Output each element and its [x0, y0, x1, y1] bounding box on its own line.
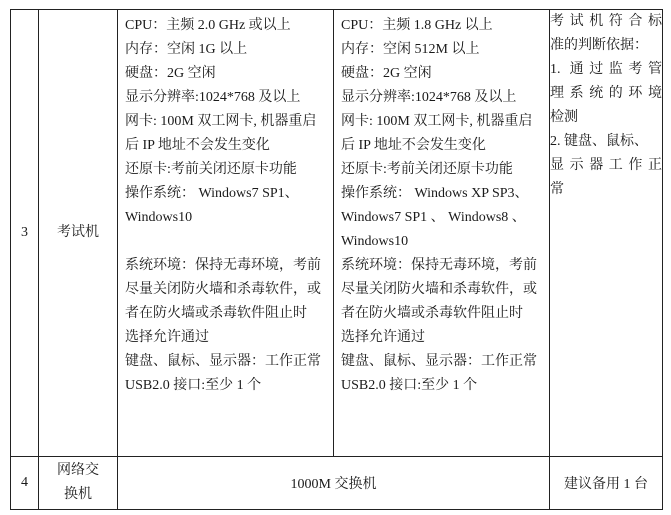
spec-line: 硬盘：2G 空闲	[125, 66, 216, 81]
recommended-config-cell	[118, 10, 334, 457]
row-number: 3	[21, 225, 28, 240]
spec-line: 还原卡:考前关闭还原卡功能	[125, 162, 297, 177]
spec-line: CPU：主频 1.8 GHz 以上	[341, 18, 493, 33]
switch-note-cell	[550, 457, 663, 510]
note-line: 1. 通过监考管	[550, 62, 662, 77]
table-row	[11, 457, 663, 510]
spec-line: 网卡: 100M 双工网卡, 机器重启	[125, 114, 317, 129]
hardware-spec-table	[10, 9, 663, 510]
spec-line: 选择允许通过	[125, 330, 209, 345]
switch-spec-cell	[118, 457, 550, 510]
spec-line: 内存：空闲 512M 以上	[341, 42, 480, 57]
device-name-cell	[39, 457, 118, 510]
spec-line: 者在防火墙或杀毒软件阻止时	[125, 306, 307, 321]
note-line: 考试机符合标	[550, 14, 662, 29]
spec-line: 键盘、鼠标、显示器：工作正常	[341, 354, 537, 369]
spec-line: 网卡: 100M 双工网卡, 机器重启	[341, 114, 533, 129]
switch-spec: 1000M 交换机	[290, 477, 377, 492]
device-name: 考试机	[57, 225, 99, 240]
minimum-config-cell	[334, 10, 550, 457]
spec-line: 尽量关闭防火墙和杀毒软件，或	[341, 282, 537, 297]
device-name-line: 换机	[64, 487, 92, 502]
spec-line: 显示分辨率:1024*768 及以上	[125, 90, 301, 105]
spec-line: 选择允许通过	[341, 330, 425, 345]
switch-note: 建议备用 1 台	[564, 477, 648, 492]
table-row	[11, 10, 663, 457]
blank-line	[125, 230, 327, 254]
spec-line: 者在防火墙或杀毒软件阻止时	[341, 306, 523, 321]
device-name-cell	[39, 10, 118, 457]
spec-line: 系统环境：保持无毒环境，考前	[341, 258, 537, 273]
spec-line: CPU：主频 2.0 GHz 或以上	[125, 18, 291, 33]
spec-line: Windows10	[341, 234, 409, 249]
spec-line: 操作系统： Windows XP SP3、	[341, 186, 529, 201]
spec-line: 尽量关闭防火墙和杀毒软件，或	[125, 282, 321, 297]
note-line: 2. 键盘、鼠标、	[550, 134, 648, 149]
spec-line: Windows10	[125, 210, 193, 225]
note-line: 显示器工作正	[550, 158, 662, 173]
note-line: 常	[550, 182, 564, 197]
spec-line: 显示分辨率:1024*768 及以上	[341, 90, 517, 105]
note-line: 准的判断依据：	[550, 38, 648, 53]
row-number-cell	[11, 10, 39, 457]
note-line: 检测	[550, 110, 578, 125]
row-number: 4	[21, 475, 28, 490]
spec-line: 后 IP 地址不会发生变化	[341, 138, 486, 153]
device-name-line: 网络交	[57, 463, 99, 478]
criteria-note-cell	[550, 10, 663, 457]
note-line: 理系统的环境	[550, 86, 662, 101]
spec-line: 内存：空闲 1G 以上	[125, 42, 248, 57]
spec-line: USB2.0 接口:至少 1 个	[341, 378, 478, 393]
spec-line: Windows7 SP1 、 Windows8 、	[341, 210, 526, 225]
spec-line: 还原卡:考前关闭还原卡功能	[341, 162, 513, 177]
row-number-cell	[11, 457, 39, 510]
spec-line: 键盘、鼠标、显示器：工作正常	[125, 354, 321, 369]
spec-line: 硬盘：2G 空闲	[341, 66, 432, 81]
spec-line: USB2.0 接口:至少 1 个	[125, 378, 262, 393]
spec-line: 操作系统： Windows7 SP1、	[125, 186, 299, 201]
spec-line: 后 IP 地址不会发生变化	[125, 138, 270, 153]
spec-line: 系统环境：保持无毒环境，考前	[125, 258, 321, 273]
